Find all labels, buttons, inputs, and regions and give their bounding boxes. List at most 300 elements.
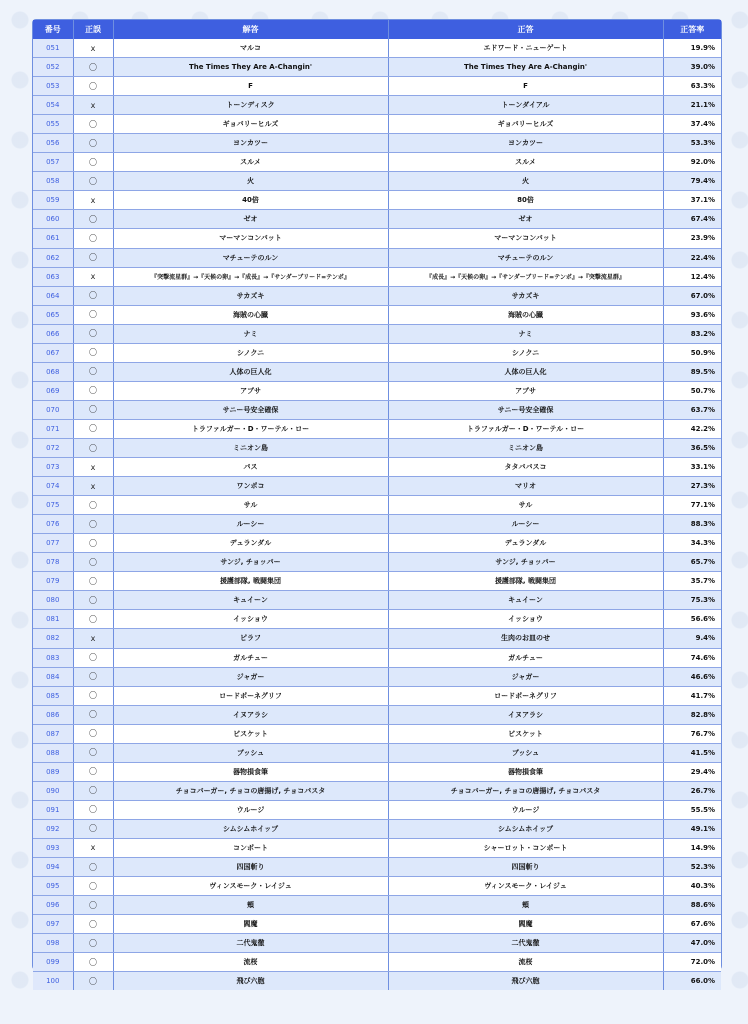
- correct-answer: タタババスコ: [388, 458, 663, 477]
- correct-rate: 79.4%: [663, 172, 721, 191]
- table-row: [33, 343, 721, 362]
- correct-rate: 26.7%: [663, 781, 721, 800]
- question-number: 060: [33, 210, 73, 229]
- user-answer: ナミ: [113, 324, 388, 343]
- table-row: [33, 953, 721, 972]
- correct-wrong-mark: 〇: [73, 496, 113, 515]
- correct-answer: 『成長』→『天候の卵』→『サンダーブリード=テンポ』→『突撃流星群』: [388, 267, 663, 286]
- correct-wrong-mark: 〇: [73, 362, 113, 381]
- table-row: [33, 781, 721, 800]
- question-number: 099: [33, 953, 73, 972]
- user-answer: ビスケット: [113, 724, 388, 743]
- correct-answer: 80倍: [388, 191, 663, 210]
- correct-answer: 人体の巨人化: [388, 362, 663, 381]
- user-answer: ピラフ: [113, 629, 388, 648]
- correct-rate: 34.3%: [663, 534, 721, 553]
- table-row: [33, 400, 721, 419]
- correct-answer: 閻魔: [388, 915, 663, 934]
- correct-wrong-mark: 〇: [73, 248, 113, 267]
- user-answer: 火: [113, 172, 388, 191]
- question-number: 084: [33, 667, 73, 686]
- correct-answer: ブッシュ: [388, 743, 663, 762]
- correct-rate: 75.3%: [663, 591, 721, 610]
- user-answer: シムシムホイップ: [113, 819, 388, 838]
- table-row: [33, 267, 721, 286]
- question-number: 073: [33, 458, 73, 477]
- table-row: [33, 305, 721, 324]
- correct-answer: シノクニ: [388, 343, 663, 362]
- correct-rate: 65.7%: [663, 553, 721, 572]
- user-answer: ジャガー: [113, 667, 388, 686]
- correct-wrong-mark: 〇: [73, 686, 113, 705]
- table-row: [33, 934, 721, 953]
- question-number: 094: [33, 858, 73, 877]
- user-answer: ウルージ: [113, 800, 388, 819]
- question-number: 081: [33, 610, 73, 629]
- question-number: 052: [33, 58, 73, 77]
- correct-answer: チョコバーガー, チョコの唐揚げ, チョコパスタ: [388, 781, 663, 800]
- user-answer: デュランダル: [113, 534, 388, 553]
- user-answer: 二代鬼徹: [113, 934, 388, 953]
- correct-wrong-mark: 〇: [73, 819, 113, 838]
- table-row: [33, 686, 721, 705]
- correct-wrong-mark: 〇: [73, 953, 113, 972]
- correct-wrong-mark: 〇: [73, 724, 113, 743]
- question-number: 095: [33, 877, 73, 896]
- correct-rate: 41.7%: [663, 686, 721, 705]
- correct-answer: ウルージ: [388, 800, 663, 819]
- user-answer: サカズキ: [113, 286, 388, 305]
- user-answer: スルメ: [113, 153, 388, 172]
- table-row: [33, 743, 721, 762]
- correct-wrong-mark: 〇: [73, 972, 113, 991]
- correct-wrong-mark: 〇: [73, 553, 113, 572]
- correct-wrong-mark: 〇: [73, 400, 113, 419]
- correct-rate: 37.4%: [663, 115, 721, 134]
- correct-rate: 50.7%: [663, 381, 721, 400]
- user-answer: マーマンコンバット: [113, 229, 388, 248]
- user-answer: サル: [113, 496, 388, 515]
- table-row: [33, 515, 721, 534]
- question-number: 074: [33, 477, 73, 496]
- correct-wrong-mark: 〇: [73, 934, 113, 953]
- question-number: 077: [33, 534, 73, 553]
- correct-wrong-mark: 〇: [73, 515, 113, 534]
- correct-answer: スルメ: [388, 153, 663, 172]
- question-number: 092: [33, 819, 73, 838]
- table-row: [33, 286, 721, 305]
- question-number: 088: [33, 743, 73, 762]
- correct-rate: 40.3%: [663, 877, 721, 896]
- correct-rate: 82.8%: [663, 705, 721, 724]
- correct-answer: イヌアラシ: [388, 705, 663, 724]
- correct-answer: サニー号安全確保: [388, 400, 663, 419]
- table-row: [33, 58, 721, 77]
- correct-answer: トーンダイアル: [388, 96, 663, 115]
- table-row: [33, 477, 721, 496]
- table-row: [33, 877, 721, 896]
- correct-answer: キュイーン: [388, 591, 663, 610]
- table-row: [33, 610, 721, 629]
- correct-answer: サル: [388, 496, 663, 515]
- question-number: 055: [33, 115, 73, 134]
- correct-answer: エドワード・ニューゲート: [388, 39, 663, 58]
- question-number: 086: [33, 705, 73, 724]
- table-row: [33, 381, 721, 400]
- user-answer: ギョバリーヒルズ: [113, 115, 388, 134]
- question-number: 061: [33, 229, 73, 248]
- correct-rate: 88.3%: [663, 515, 721, 534]
- table-row: [33, 362, 721, 381]
- correct-rate: 50.9%: [663, 343, 721, 362]
- table-header-row: [33, 20, 721, 39]
- table-row: [33, 705, 721, 724]
- table-row: [33, 248, 721, 267]
- correct-answer: ヴィンスモーク・レイジュ: [388, 877, 663, 896]
- question-number: 100: [33, 972, 73, 991]
- correct-rate: 63.3%: [663, 77, 721, 96]
- correct-answer: トラファルガー・D・ワーテル・ロー: [388, 419, 663, 438]
- correct-rate: 27.3%: [663, 477, 721, 496]
- correct-wrong-mark: 〇: [73, 667, 113, 686]
- correct-wrong-mark: 〇: [73, 115, 113, 134]
- correct-answer: 飛び六胞: [388, 972, 663, 991]
- user-answer: サニー号安全確保: [113, 400, 388, 419]
- user-answer: The Times They Are A-Changin': [113, 58, 388, 77]
- table-row: [33, 972, 721, 991]
- user-answer: ルーシー: [113, 515, 388, 534]
- table-row: [33, 553, 721, 572]
- table-row: [33, 96, 721, 115]
- correct-answer: F: [388, 77, 663, 96]
- correct-answer: 生肉のお皿のせ: [388, 629, 663, 648]
- correct-wrong-mark: 〇: [73, 534, 113, 553]
- correct-answer: ナミ: [388, 324, 663, 343]
- question-number: 054: [33, 96, 73, 115]
- correct-wrong-mark: 〇: [73, 77, 113, 96]
- correct-wrong-mark: 〇: [73, 781, 113, 800]
- question-number: 051: [33, 39, 73, 58]
- correct-answer: ビスケット: [388, 724, 663, 743]
- table-row: [33, 591, 721, 610]
- correct-wrong-mark: 〇: [73, 743, 113, 762]
- table-row: [33, 896, 721, 915]
- table-row: [33, 629, 721, 648]
- user-answer: 40倍: [113, 191, 388, 210]
- question-number: 076: [33, 515, 73, 534]
- correct-answer: ジャガー: [388, 667, 663, 686]
- correct-wrong-mark: x: [73, 267, 113, 286]
- question-number: 058: [33, 172, 73, 191]
- correct-rate: 66.0%: [663, 972, 721, 991]
- table-row: [33, 153, 721, 172]
- correct-answer: デュランダル: [388, 534, 663, 553]
- question-number: 065: [33, 305, 73, 324]
- table-row: [33, 458, 721, 477]
- correct-wrong-mark: 〇: [73, 572, 113, 591]
- correct-rate: 53.3%: [663, 134, 721, 153]
- correct-rate: 63.7%: [663, 400, 721, 419]
- correct-answer: The Times They Are A-Changin': [388, 58, 663, 77]
- question-number: 066: [33, 324, 73, 343]
- correct-rate: 33.1%: [663, 458, 721, 477]
- correct-rate: 12.4%: [663, 267, 721, 286]
- correct-answer: 海賊の心臓: [388, 305, 663, 324]
- correct-wrong-mark: x: [73, 191, 113, 210]
- question-number: 090: [33, 781, 73, 800]
- table-row: [33, 134, 721, 153]
- correct-rate: 49.1%: [663, 819, 721, 838]
- correct-answer: サンジ, チョッパー: [388, 553, 663, 572]
- correct-rate: 21.1%: [663, 96, 721, 115]
- table-row: [33, 838, 721, 857]
- results-table: [33, 20, 721, 990]
- user-answer: 閻魔: [113, 915, 388, 934]
- table-row: [33, 39, 721, 58]
- correct-rate: 77.1%: [663, 496, 721, 515]
- user-answer: 『突撃流星群』→『天候の卵』→『成長』→『サンダーブリード=テンポ』: [113, 267, 388, 286]
- correct-answer: 援護部隊, 戦闘集団: [388, 572, 663, 591]
- correct-wrong-mark: 〇: [73, 153, 113, 172]
- correct-wrong-mark: x: [73, 96, 113, 115]
- correct-rate: 74.6%: [663, 648, 721, 667]
- correct-wrong-mark: 〇: [73, 591, 113, 610]
- correct-rate: 46.6%: [663, 667, 721, 686]
- results-table-frame: [32, 19, 722, 986]
- correct-rate: 67.6%: [663, 915, 721, 934]
- question-number: 070: [33, 400, 73, 419]
- correct-wrong-mark: 〇: [73, 419, 113, 438]
- user-answer: 海賊の心臓: [113, 305, 388, 324]
- table-row: [33, 496, 721, 515]
- user-answer: チョコバーガー, チョコの唐揚げ, チョコパスタ: [113, 781, 388, 800]
- user-answer: アブサ: [113, 381, 388, 400]
- correct-rate: 29.4%: [663, 762, 721, 781]
- correct-wrong-mark: x: [73, 477, 113, 496]
- correct-wrong-mark: 〇: [73, 324, 113, 343]
- table-row: [33, 915, 721, 934]
- correct-wrong-mark: 〇: [73, 286, 113, 305]
- user-answer: ゼオ: [113, 210, 388, 229]
- correct-wrong-mark: x: [73, 458, 113, 477]
- correct-wrong-mark: 〇: [73, 134, 113, 153]
- user-answer: コンポート: [113, 838, 388, 857]
- question-number: 080: [33, 591, 73, 610]
- correct-rate: 67.0%: [663, 286, 721, 305]
- correct-rate: 37.1%: [663, 191, 721, 210]
- user-answer: キュイーン: [113, 591, 388, 610]
- correct-wrong-mark: 〇: [73, 800, 113, 819]
- question-number: 093: [33, 838, 73, 857]
- question-number: 091: [33, 800, 73, 819]
- question-number: 072: [33, 438, 73, 457]
- user-answer: イヌアラシ: [113, 705, 388, 724]
- correct-rate: 23.9%: [663, 229, 721, 248]
- correct-rate: 76.7%: [663, 724, 721, 743]
- user-answer: 器物損食筆: [113, 762, 388, 781]
- correct-wrong-mark: 〇: [73, 229, 113, 248]
- correct-answer: シャーロット・コンポート: [388, 838, 663, 857]
- table-row: [33, 191, 721, 210]
- correct-answer: イッショウ: [388, 610, 663, 629]
- correct-answer: サカズキ: [388, 286, 663, 305]
- correct-rate: 9.4%: [663, 629, 721, 648]
- table-row: [33, 572, 721, 591]
- user-answer: ワンポコ: [113, 477, 388, 496]
- question-number: 085: [33, 686, 73, 705]
- correct-rate: 55.5%: [663, 800, 721, 819]
- user-answer: 援護部隊, 戦闘集団: [113, 572, 388, 591]
- correct-rate: 42.2%: [663, 419, 721, 438]
- question-number: 057: [33, 153, 73, 172]
- table-row: [33, 229, 721, 248]
- question-number: 063: [33, 267, 73, 286]
- correct-rate: 22.4%: [663, 248, 721, 267]
- correct-answer: シムシムホイップ: [388, 819, 663, 838]
- table-row: [33, 819, 721, 838]
- correct-wrong-mark: 〇: [73, 705, 113, 724]
- question-number: 096: [33, 896, 73, 915]
- user-answer: 人体の巨人化: [113, 362, 388, 381]
- user-answer: トーンディスク: [113, 96, 388, 115]
- question-number: 062: [33, 248, 73, 267]
- correct-answer: マチューテのルン: [388, 248, 663, 267]
- table-row: [33, 800, 721, 819]
- question-number: 079: [33, 572, 73, 591]
- correct-wrong-mark: 〇: [73, 381, 113, 400]
- table-row: [33, 172, 721, 191]
- user-answer: 流桜: [113, 953, 388, 972]
- correct-wrong-mark: 〇: [73, 305, 113, 324]
- correct-wrong-mark: 〇: [73, 858, 113, 877]
- correct-wrong-mark: 〇: [73, 762, 113, 781]
- header-correct-wrong: 正誤: [73, 20, 113, 39]
- correct-rate: 83.2%: [663, 324, 721, 343]
- user-answer: 頬: [113, 896, 388, 915]
- question-number: 087: [33, 724, 73, 743]
- correct-rate: 36.5%: [663, 438, 721, 457]
- correct-answer: 二代鬼徹: [388, 934, 663, 953]
- question-number: 053: [33, 77, 73, 96]
- correct-answer: マリオ: [388, 477, 663, 496]
- correct-rate: 89.5%: [663, 362, 721, 381]
- question-number: 098: [33, 934, 73, 953]
- question-number: 089: [33, 762, 73, 781]
- question-number: 083: [33, 648, 73, 667]
- table-row: [33, 667, 721, 686]
- table-row: [33, 724, 721, 743]
- table-row: [33, 858, 721, 877]
- correct-answer: ロードポーネグリフ: [388, 686, 663, 705]
- question-number: 075: [33, 496, 73, 515]
- correct-answer: ギョバリーヒルズ: [388, 115, 663, 134]
- correct-rate: 88.6%: [663, 896, 721, 915]
- question-number: 056: [33, 134, 73, 153]
- question-number: 067: [33, 343, 73, 362]
- header-correct-answer: 正答: [388, 20, 663, 39]
- user-answer: ヨンカツー: [113, 134, 388, 153]
- table-row: [33, 438, 721, 457]
- correct-wrong-mark: 〇: [73, 648, 113, 667]
- correct-rate: 35.7%: [663, 572, 721, 591]
- correct-wrong-mark: 〇: [73, 343, 113, 362]
- correct-wrong-mark: x: [73, 629, 113, 648]
- correct-rate: 41.5%: [663, 743, 721, 762]
- table-row: [33, 534, 721, 553]
- table-row: [33, 419, 721, 438]
- correct-rate: 93.6%: [663, 305, 721, 324]
- correct-rate: 52.3%: [663, 858, 721, 877]
- correct-wrong-mark: 〇: [73, 438, 113, 457]
- correct-answer: ミニオン島: [388, 438, 663, 457]
- correct-rate: 19.9%: [663, 39, 721, 58]
- user-answer: シノクニ: [113, 343, 388, 362]
- correct-answer: 頬: [388, 896, 663, 915]
- correct-answer: 四国斬り: [388, 858, 663, 877]
- correct-answer: ルーシー: [388, 515, 663, 534]
- correct-wrong-mark: 〇: [73, 877, 113, 896]
- header-answer: 解答: [113, 20, 388, 39]
- table-row: [33, 648, 721, 667]
- correct-wrong-mark: 〇: [73, 915, 113, 934]
- user-answer: マチューテのルン: [113, 248, 388, 267]
- user-answer: ガルチュー: [113, 648, 388, 667]
- correct-wrong-mark: x: [73, 838, 113, 857]
- question-number: 078: [33, 553, 73, 572]
- user-answer: ブッシュ: [113, 743, 388, 762]
- question-number: 071: [33, 419, 73, 438]
- correct-wrong-mark: 〇: [73, 172, 113, 191]
- correct-rate: 47.0%: [663, 934, 721, 953]
- correct-answer: 火: [388, 172, 663, 191]
- question-number: 069: [33, 381, 73, 400]
- question-number: 059: [33, 191, 73, 210]
- user-answer: イッショウ: [113, 610, 388, 629]
- correct-wrong-mark: x: [73, 39, 113, 58]
- question-number: 064: [33, 286, 73, 305]
- table-body: [33, 39, 721, 990]
- question-number: 082: [33, 629, 73, 648]
- correct-rate: 39.0%: [663, 58, 721, 77]
- correct-answer: マーマンコンバット: [388, 229, 663, 248]
- correct-answer: ゼオ: [388, 210, 663, 229]
- correct-rate: 14.9%: [663, 838, 721, 857]
- correct-wrong-mark: 〇: [73, 896, 113, 915]
- table-row: [33, 324, 721, 343]
- user-answer: サンジ, チョッパー: [113, 553, 388, 572]
- correct-rate: 67.4%: [663, 210, 721, 229]
- correct-answer: ガルチュー: [388, 648, 663, 667]
- table-row: [33, 77, 721, 96]
- correct-answer: 器物損食筆: [388, 762, 663, 781]
- correct-answer: ヨンカツー: [388, 134, 663, 153]
- table-row: [33, 762, 721, 781]
- user-answer: マルコ: [113, 39, 388, 58]
- user-answer: ミニオン島: [113, 438, 388, 457]
- user-answer: トラファルガー・D・ワーテル・ロー: [113, 419, 388, 438]
- user-answer: 四国斬り: [113, 858, 388, 877]
- table-row: [33, 210, 721, 229]
- user-answer: パス: [113, 458, 388, 477]
- user-answer: ヴィンスモーク・レイジュ: [113, 877, 388, 896]
- user-answer: F: [113, 77, 388, 96]
- user-answer: ロードポーネグリフ: [113, 686, 388, 705]
- correct-wrong-mark: 〇: [73, 610, 113, 629]
- correct-wrong-mark: 〇: [73, 210, 113, 229]
- correct-wrong-mark: 〇: [73, 58, 113, 77]
- correct-rate: 72.0%: [663, 953, 721, 972]
- question-number: 068: [33, 362, 73, 381]
